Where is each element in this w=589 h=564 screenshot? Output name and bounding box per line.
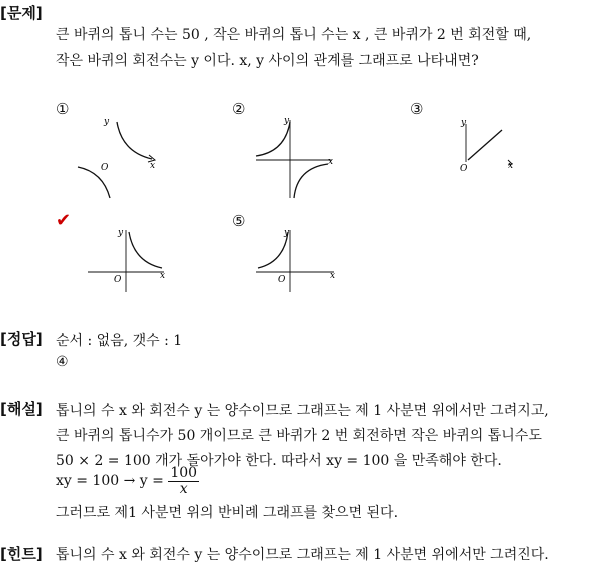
x-axis-label: x [508, 161, 514, 171]
x-axis-label: x [150, 161, 156, 171]
hint-line1: 톱니의 수 x 와 회전수 y 는 양수이므로 그래프는 제 1 사분면 위에서만 그려진다. [56, 547, 549, 563]
equation-left: xy = 100 → y = [56, 473, 164, 490]
y-axis-label: y [118, 228, 124, 238]
option-1-marker[interactable]: ① [56, 100, 70, 118]
origin-label: O [101, 163, 109, 173]
option-2-marker[interactable]: ② [232, 100, 246, 118]
graph-option-2 [252, 112, 342, 202]
y-axis-label: y [461, 118, 467, 128]
problem-text-line1: 큰 바퀴의 톱니 수는 50 , 작은 바퀴의 톱니 수는 x , 큰 바퀴가 2 번 회전할 때, [56, 27, 532, 43]
correct-check-mark: ✔ [56, 210, 72, 231]
explanation-equation [56, 466, 199, 496]
origin-label: O [114, 275, 122, 285]
x-axis-label: x [328, 157, 334, 167]
graph-option-3 [456, 112, 526, 182]
origin-label: O [460, 164, 468, 174]
explanation-line3: 50 × 2 = 100 개가 돌아가야 한다. 따라서 xy = 100 을 만족해야 한다. [56, 453, 502, 469]
origin-label: O [278, 275, 286, 285]
x-axis-label: x [160, 271, 166, 281]
graph-option-1 [70, 112, 170, 202]
problem-label: [문제] [0, 4, 43, 22]
fraction-denominator: x [179, 480, 188, 497]
hint-label: [힌트] [0, 545, 43, 563]
fraction-numerator: 100 [170, 465, 198, 481]
equation-fraction [168, 466, 199, 496]
y-axis-label: y [104, 117, 110, 127]
option-5-marker[interactable]: ⑤ [232, 212, 246, 230]
x-axis-label: x [330, 271, 336, 281]
explanation-label: [해설] [0, 400, 43, 418]
option-3-marker[interactable]: ③ [410, 100, 424, 118]
problem-text-line2: 작은 바퀴의 회전수는 y 이다. x, y 사이의 관계를 그래프로 나타내면? [56, 53, 479, 69]
graph-option-5 [254, 226, 344, 296]
answer-text-line1: 순서 : 없음, 갯수 : 1 [56, 333, 183, 349]
explanation-line5: 그러므로 제1 사분면 위의 반비례 그래프를 찾으면 된다. [56, 505, 399, 521]
answer-label: [정답] [0, 330, 43, 348]
graph-option-4 [86, 226, 176, 296]
explanation-line1: 톱니의 수 x 와 회전수 y 는 양수이므로 그래프는 제 1 사분면 위에서만 그려지고, [56, 403, 549, 419]
y-axis-label: y [284, 116, 290, 126]
answer-text-line2: ④ [56, 354, 69, 370]
y-axis-label: y [284, 228, 290, 238]
explanation-line2: 큰 바퀴의 톱니수가 50 개이므로 큰 바퀴가 2 번 회전하면 작은 바퀴의 톱니수도 [56, 428, 542, 444]
